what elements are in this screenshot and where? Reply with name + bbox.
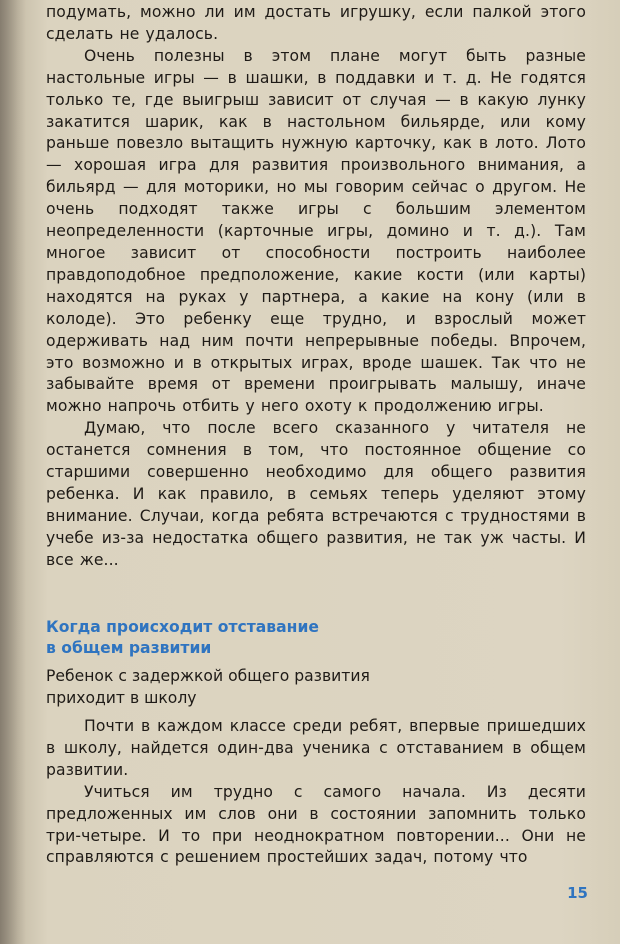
bottom-text-block <box>46 716 586 869</box>
page-number: 15 <box>567 884 588 902</box>
paragraph-school-classes: Почти в каждом классе среди ребят, впервые пришедших в школу, найдется один-два ученика с отставанием в общем развитии. <box>46 717 586 779</box>
subsection-heading: Ребенок с задержкой общего развития приходит в школу <box>46 667 370 707</box>
paragraph-board-games: Очень полезны в этом плане могут быть разные настольные игры — в шашки, в поддавки и т. д. Не годятся только те, где выигрыш зависит от случая — в какую лунку закатится шарик, как в настольном бильярде, или кому раньше повезло вытащить нужную карточку, как в лото. Лото — хорошая игра для развития произвольного внимания, а бильярд — для моторики, но мы говорим сейчас о другом. Не очень подходят также игры с большим элементом неопределенности (карточные игры, домино и т. д.). Там многое зависит от способности построить наиболее правдоподобное предположение, какие кости (или карты) находятся на руках у партнера, а какие на кону (или в колоде). Это ребенку еще трудно, и взрослый может одерживать над ним почти непрерывные победы. Впрочем, это возможно и в открытых играх, вроде шашек. Так что не забывайте время от времени проигрывать малышу, иначе можно напрочь отбить у него охоту к продолжению игры. <box>46 46 586 416</box>
section-heading: Когда происходит отставание в общем развитии <box>46 618 319 657</box>
binding-shadow <box>0 0 26 944</box>
paragraph-learning-difficulties: Учиться им трудно с самого начала. Из десяти предложенных им слов они в состоянии запомнить только три-четыре. И то при неоднократном повторении... Они не справляются с решением простейших задач, потому что <box>46 782 586 867</box>
paragraph-communication: Думаю, что после всего сказанного у читателя не останется сомнения в том, что постоянное общение со старшими совершенно необходимо для общего развития ребенка. И как правило, в семьях теперь уделяют этому внимание. Случаи, когда ребята встречаются с трудностями в учебе из-за недостатка общего развития, не так уж часты. И все же... <box>46 419 586 569</box>
top-text-block <box>46 2 586 572</box>
paragraph-continuation: подумать, можно ли им достать игрушку, если палкой этого сделать не удалось. <box>46 3 586 43</box>
